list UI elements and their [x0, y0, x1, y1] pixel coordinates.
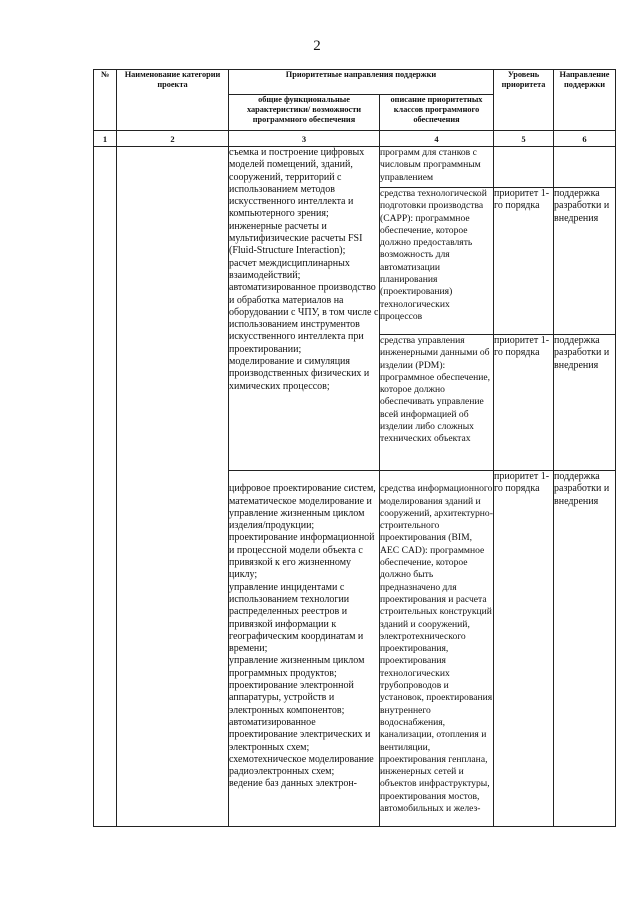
- column-number: 4: [380, 131, 494, 147]
- header-support-direction: Направление поддержки: [554, 70, 616, 131]
- header-general-features: общие функциональные характеристики/ возможности программного обеспечения: [229, 95, 380, 131]
- column-number: 1: [94, 131, 117, 147]
- header-class-description: описание приоритетных классов программного обеспечения: [380, 95, 494, 131]
- column-numbers-row: [94, 131, 616, 147]
- class-description-text: средства информационного моделирования зданий и сооружений, архитектурно-строительного проектирования (BIM, AEC CAD): программное обеспечение, которое должно быть предназначено для проектирования и расчета строительных конструкций зданий и сооружений, электротехнического проектирования, проектирования технологических трубопроводов и установок, проектирования внутреннего водоснабжения, канализации, отопления и вентиляции, проектирования генплана, инженерных сетей и объектов инфраструктуры, проектирования мостов, автомобильных и желез-: [380, 483, 493, 814]
- cell-number-blank: [94, 147, 117, 827]
- support-direction: [554, 147, 616, 188]
- support-direction: поддержка разработки и внедрения: [554, 471, 616, 827]
- priority-level: приоритет 1-го порядка: [494, 335, 554, 471]
- column-number: 3: [229, 131, 380, 147]
- header-number: №: [94, 70, 117, 131]
- support-direction: поддержка разработки и внедрения: [554, 188, 616, 335]
- cell-category-blank: [117, 147, 229, 827]
- support-direction: поддержка разработки и внедрения: [554, 335, 616, 471]
- header-priority-level: Уровень приоритета: [494, 70, 554, 131]
- header-category: Наименование категории проекта: [117, 70, 229, 131]
- priority-table: [93, 69, 616, 827]
- class-description: средства технологической подготовки производства (CAPP): программное обеспечение, которое должно предоставлять возможность для автоматизации планирования (проектирования) технологических процессов: [380, 188, 494, 335]
- table-row: [94, 147, 616, 188]
- column-number: 2: [117, 131, 229, 147]
- priority-level: приоритет 1-го порядка: [494, 471, 554, 827]
- header-priority-directions: Приоритетные направления поддержки: [229, 70, 494, 95]
- priority-level: [494, 147, 554, 188]
- class-description: средства управления инженерными данными об изделии (PDM): программное обеспечение, которое должно обеспечивать управление всей информацией об изделии либо сложных технических объектах: [380, 335, 494, 471]
- class-description: [380, 471, 494, 827]
- column-number: 6: [554, 131, 616, 147]
- column-number: 5: [494, 131, 554, 147]
- class-description: программ для станков с числовым программным управлением: [380, 147, 494, 188]
- features-block-2: [229, 471, 380, 827]
- features-block-2-text: цифровое проектирование систем, математическое моделирование и управление жизненным циклом изделия/продукции; проектирование информационной и процессной модели объекта с привязкой к его жизненному циклу; управление инцидентами с использованием технологии распределенных реестров и привязкой информации к географическим координатам и времени; управление жизненным циклом программных продуктов; проектирование электронной аппаратуры, устройств и электронных компонентов; автоматизированное проектирование электрических и электронных схем; схемотехническое моделирование радиоэлектронных схем; ведение баз данных электрон-: [229, 483, 376, 790]
- priority-level: приоритет 1-го порядка: [494, 188, 554, 335]
- features-block-1: съемка и построение цифровых моделей помещений, зданий, сооружений, территорий с использованием методов искусственного интеллекта и компьютерного зрения; инженерные расчеты и мультифизические расчеты FSI (Fluid-Structure Interaction); расчет междисциплинарных взаимодействий; автоматизированное производство и обработка материалов на оборудовании с ЧПУ, в том числе с использованием инструментов искусственного интеллекта при проектировании; моделирование и симуляция производственных физических и химических процессов;: [229, 147, 380, 471]
- header-row: [94, 70, 616, 95]
- page-number: 2: [313, 38, 321, 54]
